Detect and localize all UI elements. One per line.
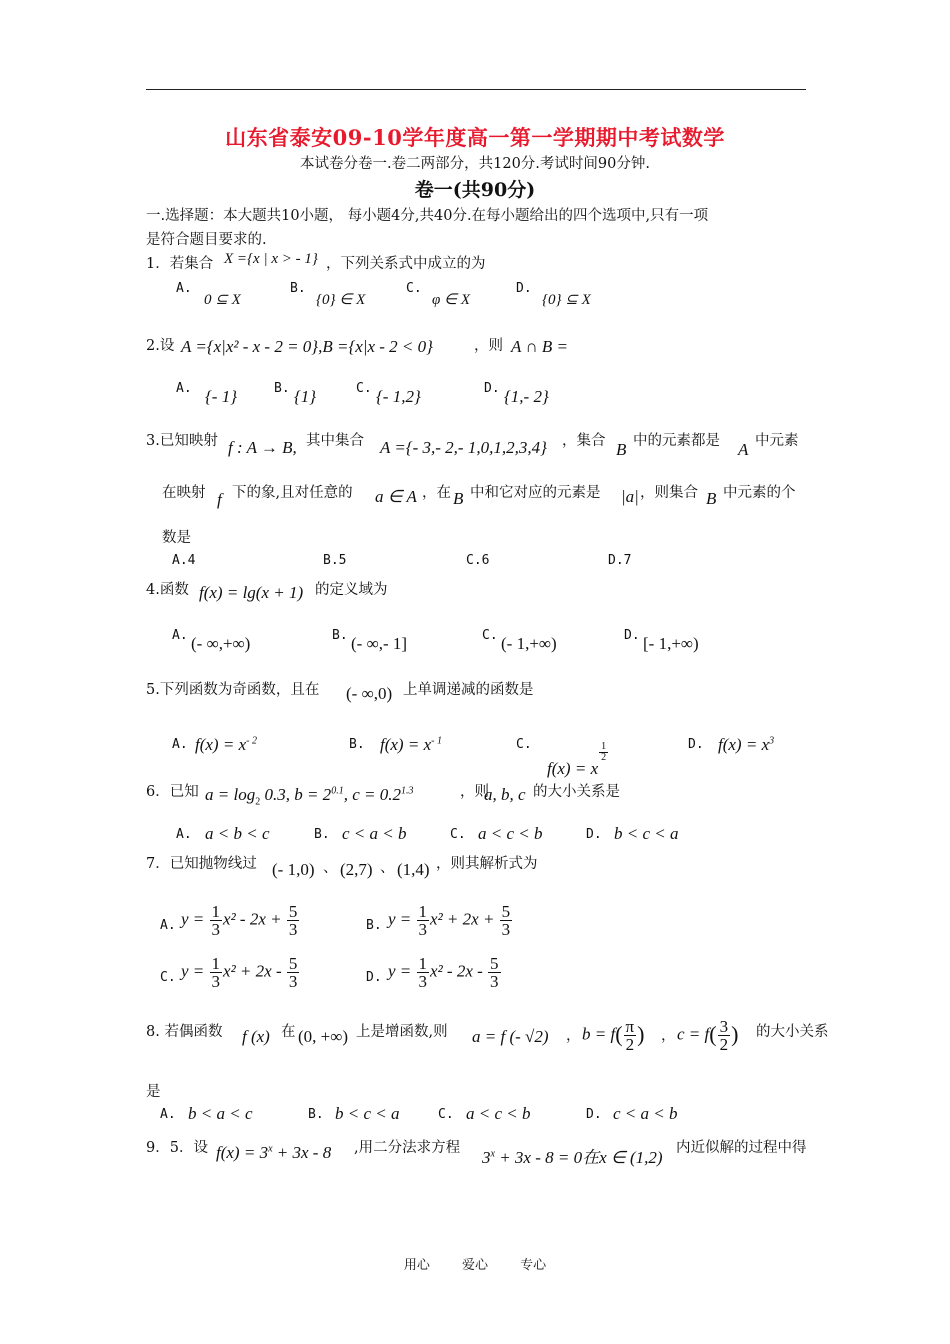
q8-function: f (x) bbox=[242, 1027, 270, 1046]
q7-option-d-label: D. bbox=[366, 970, 382, 985]
q7-prefix: 7．已知抛物线过 bbox=[146, 856, 257, 872]
page-title: 山东省泰安09-10学年度高一第一学期期中考试数学 bbox=[225, 125, 725, 150]
q6-expression: $a = \log_2 0.3$, $b = 2^{0.1}$, $c = 0.2^{1.3}$ bbox=[205, 785, 414, 808]
q2-option-b-label: B. bbox=[274, 381, 290, 396]
q1-option-a-label: A. bbox=[176, 281, 192, 296]
q5-option-d-label: D. bbox=[688, 737, 704, 752]
footer-item: 专心 bbox=[520, 1258, 547, 1273]
q7-option-c-label: C. bbox=[160, 970, 176, 985]
q3-middle-1: 其中集合 bbox=[306, 433, 364, 449]
q9-middle: ,用二分法求方程 bbox=[354, 1140, 461, 1156]
q6-prefix: 6．已知 bbox=[146, 784, 199, 800]
q4-option-c: (- 1,+∞) bbox=[501, 634, 557, 653]
q8-option-a-label: A. bbox=[160, 1107, 176, 1122]
q6-option-a: a < b < c bbox=[205, 824, 270, 843]
q4-suffix: 的定义域为 bbox=[315, 582, 388, 598]
q3-line3: 数是 bbox=[162, 530, 191, 546]
q3-middle-2: ，集合 bbox=[562, 433, 606, 449]
q7-option-c: y = $\frac{1}{3}$ x² + 2x - $\frac{5}{3}$ bbox=[181, 954, 298, 991]
q3-set-a: A ={- 3,- 2,- 1,0,1,2,3,4} bbox=[380, 438, 547, 457]
q8-middle-1: 在 bbox=[281, 1024, 296, 1040]
q6-option-b-label: B. bbox=[314, 827, 330, 842]
q5-prefix: 5.下列函数为奇函数，且在 bbox=[146, 682, 320, 698]
q4-prefix: 4.函数 bbox=[146, 582, 189, 598]
q8-option-b: b < c < a bbox=[335, 1104, 400, 1123]
q6-option-d-label: D. bbox=[586, 827, 602, 842]
header-rule bbox=[146, 89, 806, 90]
q4-option-a-label: A. bbox=[172, 628, 188, 643]
q7-point-3: (1,4) bbox=[397, 860, 430, 879]
q4-option-c-label: C. bbox=[482, 628, 498, 643]
q8-prefix: 8. 若偶函数 bbox=[146, 1024, 223, 1040]
q8-option-d-label: D. bbox=[586, 1107, 602, 1122]
q6-option-a-label: A. bbox=[176, 827, 192, 842]
q5-option-a: $f(x) = x^{- 2}$ bbox=[195, 735, 257, 754]
q2-prefix: 2.设 bbox=[146, 338, 175, 354]
q3-prefix: 3.已知映射 bbox=[146, 433, 218, 449]
section-heading: 卷一(共90分) bbox=[414, 179, 536, 201]
exam-subtitle: 本试卷分卷一.卷二两部分，共120分.考试时间90分钟. bbox=[300, 156, 650, 172]
q3-a-in-a: a ∈ A bbox=[375, 487, 417, 506]
q4-option-b-label: B. bbox=[332, 628, 348, 643]
q8-suffix: 的大小关系 bbox=[756, 1024, 829, 1040]
q7-separator-2: 、 bbox=[380, 860, 395, 876]
q5-option-a-label: A. bbox=[172, 737, 188, 752]
q8-option-b-label: B. bbox=[308, 1107, 324, 1122]
q1-expression: X ={x | x > - 1} bbox=[224, 251, 318, 267]
q3-f: f bbox=[217, 490, 222, 509]
q1-option-b-label: B. bbox=[290, 281, 306, 296]
q2-option-b: {1} bbox=[294, 387, 317, 406]
q1-option-d-label: D. bbox=[516, 281, 532, 296]
q1-option-c-label: C. bbox=[406, 281, 422, 296]
q8-c: c = f( $\frac{3}{2}$ ) bbox=[677, 1017, 739, 1054]
q8-separator-2: ， bbox=[661, 1028, 676, 1044]
q1-prefix: 1．若集合 bbox=[146, 256, 214, 272]
q4-option-d: [- 1,+∞) bbox=[643, 634, 699, 653]
q6-vars: a, b, c bbox=[484, 785, 526, 804]
q4-option-d-label: D. bbox=[624, 628, 640, 643]
q7-suffix: ，则其解析式为 bbox=[436, 856, 538, 872]
q3-line2-middle-4: ，则集合 bbox=[640, 485, 698, 501]
q9-function: $f(x) = 3^x + 3x - 8$ bbox=[216, 1143, 332, 1162]
q8-b: b = f( $\frac{\pi}{2}$ ) bbox=[582, 1017, 645, 1054]
q3-option-a: A.4 bbox=[172, 553, 196, 568]
q1-option-b: {0} ∈ X bbox=[316, 292, 366, 308]
q8-separator-1: ， bbox=[566, 1028, 581, 1044]
q5-option-b-label: B. bbox=[349, 737, 365, 752]
q3-option-d: D.7 bbox=[608, 553, 632, 568]
q3-line2-middle-1: 下的象,且对任意的 bbox=[232, 485, 353, 501]
q7-point-2: (2,7) bbox=[340, 860, 373, 879]
q4-option-a: (- ∞,+∞) bbox=[191, 634, 251, 653]
q3-middle-3: 中的元素都是 bbox=[633, 433, 720, 449]
q5-interval: (- ∞,0) bbox=[346, 684, 393, 703]
q5-suffix: 上单调递减的函数是 bbox=[403, 682, 534, 698]
q6-option-c: a < c < b bbox=[478, 824, 543, 843]
q6-option-d: b < c < a bbox=[614, 824, 679, 843]
q1-option-d: {0} ⊆ X bbox=[542, 292, 591, 308]
q6-middle: ，则 bbox=[460, 784, 489, 800]
q3-middle-4: 中元素 bbox=[755, 433, 799, 449]
instructions-line-1: 一.选择题：本大题共10小题， 每小题4分,共40分.在每小题给出的四个选项中,只有一项 bbox=[146, 208, 709, 224]
q5-option-b: $f(x) = x^{- 1}$ bbox=[380, 735, 442, 754]
q9-suffix: 内近似解的过程中得 bbox=[676, 1140, 807, 1156]
q8-a: a = f (- √2) bbox=[472, 1027, 549, 1046]
q2-expression: A ={x|x² - x - 2 = 0},B ={x|x - 2 < 0} bbox=[181, 337, 433, 356]
q7-separator-1: 、 bbox=[323, 860, 338, 876]
q6-suffix: 的大小关系是 bbox=[533, 784, 620, 800]
q6-option-c-label: C. bbox=[450, 827, 466, 842]
q8-line2: 是 bbox=[146, 1084, 161, 1100]
q2-intersection: A ∩ B = bbox=[511, 337, 568, 356]
page-footer bbox=[0, 1254, 950, 1273]
footer-item: 用心 bbox=[403, 1258, 430, 1273]
q8-option-d: c < a < b bbox=[613, 1104, 678, 1123]
q5-option-d: $f(x) = x^3$ bbox=[718, 735, 775, 754]
q3-line2-middle-3: 中和它对应的元素是 bbox=[470, 485, 601, 501]
instructions-line-2: 是符合题目要求的. bbox=[146, 232, 267, 248]
q4-expression: f(x) = lg(x + 1) bbox=[199, 583, 304, 602]
q3-b-2: B bbox=[453, 489, 464, 508]
q7-point-1: (- 1,0) bbox=[272, 860, 315, 879]
q8-option-c-label: C. bbox=[438, 1107, 454, 1122]
q5-option-c-label: C. bbox=[516, 737, 532, 752]
q2-option-c-label: C. bbox=[356, 381, 372, 396]
q3-map: f : A → B, bbox=[228, 438, 297, 457]
q1-option-c: φ ∈ X bbox=[432, 292, 471, 308]
q8-option-c: a < c < b bbox=[466, 1104, 531, 1123]
q3-abs-a: |a| bbox=[621, 487, 639, 506]
q3-b-1: B bbox=[616, 440, 627, 459]
q6-option-b: c < a < b bbox=[342, 824, 407, 843]
q7-option-a-label: A. bbox=[160, 918, 176, 933]
q2-option-a-label: A. bbox=[176, 381, 192, 396]
q7-option-a: y = $\frac{1}{3}$ x² - 2x + $\frac{5}{3}$ bbox=[181, 902, 298, 939]
q3-a-1: A bbox=[738, 440, 749, 459]
q7-option-b: y = $\frac{1}{3}$ x² + 2x + $\frac{5}{3}$ bbox=[388, 902, 511, 939]
q2-option-d: {1,- 2} bbox=[504, 387, 549, 406]
q2-middle: ，则 bbox=[474, 338, 503, 354]
q2-option-c: {- 1,2} bbox=[376, 387, 421, 406]
q2-option-d-label: D. bbox=[484, 381, 500, 396]
q3-line2-suffix: 中元素的个 bbox=[723, 485, 796, 501]
q5-option-c: f(x) = x $\frac{1}{2}$ bbox=[547, 741, 607, 778]
q8-option-a: b < a < c bbox=[188, 1104, 253, 1123]
q7-option-d: y = $\frac{1}{3}$ x² - 2x - $\frac{5}{3}$ bbox=[388, 954, 499, 991]
q8-interval: (0, +∞) bbox=[298, 1027, 349, 1046]
q4-option-b: (- ∞,- 1] bbox=[351, 634, 408, 653]
q3-option-b: B.5 bbox=[323, 553, 347, 568]
q1-suffix: ，下列关系式中成立的为 bbox=[326, 256, 486, 272]
q9-prefix: 9．5．设 bbox=[146, 1140, 208, 1156]
q7-option-b-label: B. bbox=[366, 918, 382, 933]
q1-option-a: 0 ⊆ X bbox=[204, 292, 241, 308]
q8-middle-2: 上是增函数,则 bbox=[356, 1024, 448, 1040]
q9-equation: $3^x + 3x - 8 = 0$在x ∈ (1,2) bbox=[482, 1148, 663, 1167]
footer-item: 爱心 bbox=[461, 1258, 488, 1273]
q3-line2-middle-2: ，在 bbox=[422, 485, 451, 501]
q2-option-a: {- 1} bbox=[205, 387, 238, 406]
q3-line2-prefix: 在映射 bbox=[162, 485, 206, 501]
q3-option-c: C.6 bbox=[466, 553, 490, 568]
q3-b-3: B bbox=[706, 489, 717, 508]
